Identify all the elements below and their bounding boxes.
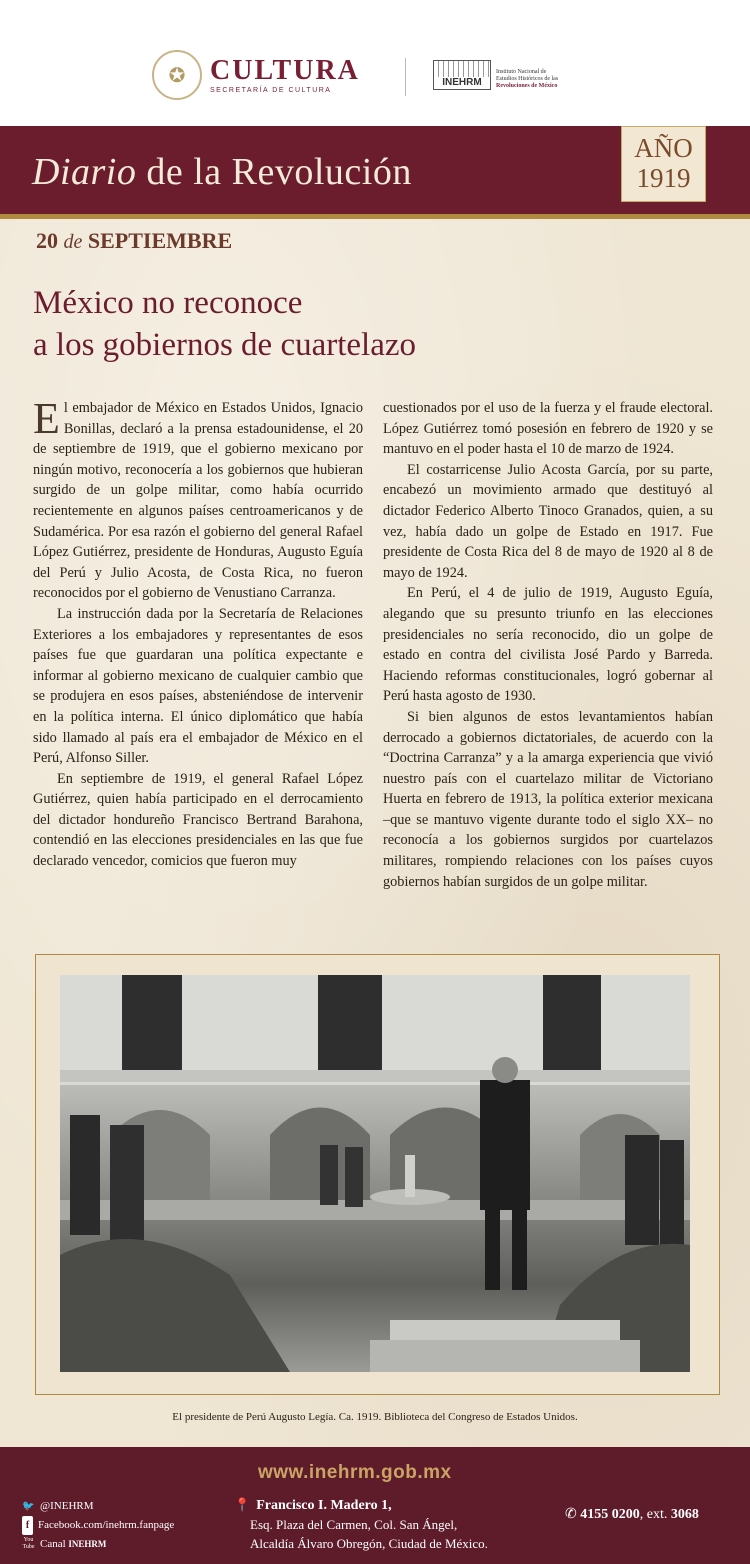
- article-date: 20 de SEPTIEMBRE: [36, 228, 233, 253]
- inehrm-logo[interactable]: [433, 60, 558, 90]
- facebook-link[interactable]: f Facebook.com/inehrm.fanpage: [22, 1516, 174, 1535]
- paragraph: La instrucción dada por la Secretaría de Relaciones Exteriores a los embajadores y representantes de esos países fue que guardaran una política expectante e informar al gobierno mexicano de cualquier cambio que se produjera en esos países, absteniéndose de intervenir en la política interna. El único diplomático que había sido llamado al país era el embajador de México en el Perú, Alfonso Siller.: [33, 605, 363, 767]
- twitter-link[interactable]: 🐦 @INEHRM: [22, 1497, 174, 1516]
- phone-icon: ✆: [565, 1507, 577, 1522]
- top-header: [0, 0, 750, 126]
- inehrm-building-icon: INEHRM: [433, 60, 491, 90]
- location-pin-icon: 📍: [234, 1497, 251, 1512]
- paragraph: El costarricense Julio Acosta García, por su parte, encabezó un movimiento armado que destituyó al dictador Federico Alberto Tinoco Granados, quien, a su vez, había dado un golpe de Estado en 1917. Fue presidente de Costa Rica del 8 de mayo de 1920 al 8 de mayo de 1924.: [383, 461, 713, 581]
- year-label: AÑO: [634, 133, 693, 163]
- paragraph: En septiembre de 1919, el general Rafael López Gutiérrez, quien había participado en el derrocamiento del dictador hondureño Francisco Bertrand Barahona, contendió en las elecciones presidenciales en las que fue declarado vencedor, comicios que fueron muy: [33, 770, 363, 870]
- publication-title: Diario de la Revolución: [32, 151, 412, 193]
- facebook-icon: f: [22, 1516, 33, 1535]
- article-headline: México no reconoce a los gobiernos de cuartelazo: [33, 285, 417, 363]
- youtube-link[interactable]: You Tube Canal INEHRM: [22, 1537, 107, 1551]
- twitter-icon: 🐦: [22, 1501, 35, 1512]
- paragraph: Si bien algunos de estos levantamientos habían derrocado a gobiernos dictatoriales, de acuerdo con la “Doctrina Carranza” y a la amarga experiencia que vivió nuestro país con el cuartelazo militar de Victoriano Huerta en febrero de 1913, la política exterior mexicana –que se mantuvo vigente durante todo el siglo XX– no reconocía a los gobiernos surgidos por cuartelazos militares, rompiendo relaciones con los países cuyos gobiernos habían surgidos de un golpe militar.: [383, 708, 713, 890]
- address-block: 📍 Francisco I. Madero 1, Esq. Plaza del Carmen, Col. San Ángel, Alcaldía Álvaro Obregón, Ciudad de México.: [234, 1497, 488, 1551]
- article-column-left: [33, 394, 363, 872]
- paragraph: cuestionados por el uso de la fuerza y el fraude electoral. López Gutiérrez tomó posesión en febrero de 1920 y se mantuvo en el poder hasta el 10 de marzo de 1924.: [383, 400, 713, 458]
- photo-caption: El presidente de Perú Augusto Legía. Ca. 1919. Biblioteca del Congreso de Estados Unidos.: [172, 1411, 578, 1423]
- year-value: 1919: [636, 163, 691, 193]
- cultura-subtitle: SECRETARÍA DE CULTURA: [210, 86, 332, 94]
- paragraph: El embajador de México en Estados Unidos, Ignacio Bonillas, declaró a la prensa estadounidense, el 20 de septiembre de 1919, que el gobierno mexicano por ningún motivo, reconocería a los gobiernos que hubieran surgido de un golpe militar, como había ocurrido recientemente en algunos países centroamericanos y de Sudamérica. Por esa razón el gobierno del general Rafael López Gutiérrez, presidente de Honduras, Augusto Eguía del Perú y Julio Acosta, de Costa Rica, no fueron reconocidos por el gobierno de Venustiano Carranza.: [33, 394, 363, 602]
- social-links: [22, 1497, 174, 1554]
- article-column-right: [383, 398, 713, 892]
- photo-illustration: [60, 975, 690, 1372]
- logo-divider: [405, 58, 406, 96]
- mexico-seal-icon: ✪: [152, 50, 202, 100]
- historical-photo: [60, 975, 690, 1372]
- website-link[interactable]: www.inehrm.gob.mx: [258, 1462, 452, 1483]
- year-badge: [621, 126, 706, 202]
- cultura-logo[interactable]: [152, 50, 360, 100]
- phone-number[interactable]: ✆ 4155 0200, ext. 3068: [565, 1507, 699, 1522]
- drop-cap: E: [33, 394, 60, 443]
- youtube-icon: You Tube: [22, 1537, 35, 1551]
- paragraph: En Perú, el 4 de julio de 1919, Augusto Eguía, alegando que su presunto triunfo en las elecciones presidenciales no sería reconocido, dio un golpe de estado en contra del civilista José Pardo y Barreda. Haciendo reformas constitucionales, logró gobernar al Perú hasta agosto de 1930.: [383, 585, 713, 705]
- cultura-wordmark: CULTURA: [210, 54, 360, 86]
- inehrm-fullname: Instituto Nacional de Estudios Históricos de las Revoluciones de México: [496, 69, 559, 89]
